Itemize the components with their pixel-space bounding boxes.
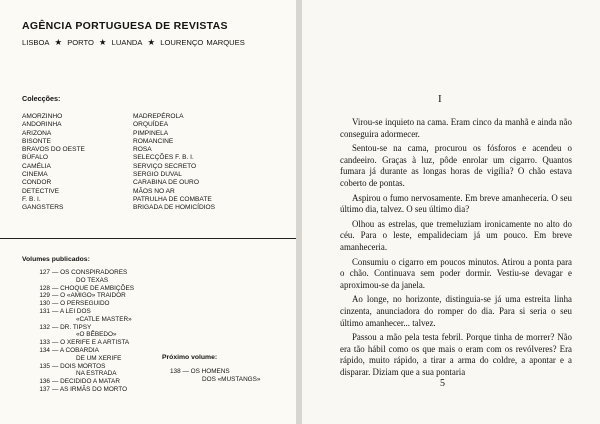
collection-item: PIMPINELA [133,129,169,137]
page-number: 5 [440,378,445,389]
collections-heading: Colecções: [22,94,61,103]
publisher-name: AGÊNCIA PORTUGUESA DE REVISTAS [22,20,228,32]
collection-item: GANGSTERS [22,204,64,212]
collection-item: PATRULHA DE COMBATE [133,195,212,203]
publisher-cities [22,37,247,48]
collection-item: CINEMA [22,171,48,179]
volume-entry [30,386,134,394]
collection-item: BRAVOS DO OESTE [22,146,85,154]
city-lourenco-marques: LOURENÇO MARQUES [160,38,245,47]
story-paragraph: Consumiu o cigarro em poucos minutos. Atirou a ponta para o chão. Continuava sem poder dormir. Vestiu-se devagar e aproximou-se da janela. [340,256,572,290]
left-page [0,0,296,424]
collection-item: BRIGADA DE HOMICÍDIOS [133,204,216,212]
volumes-list [30,269,134,394]
volume-title: — CHOQUE DE AMBIÇÕES [52,284,135,292]
next-volume-heading: Próximo volume: [162,354,218,361]
collection-item: MÃOS NO AR [133,187,175,195]
city-luanda: LUANDA [111,38,143,47]
volume-title-cont: DO TEXAS [76,276,109,284]
story-paragraph: Olhou as estrelas, que tremeluziam ironicamente no alto do céu. Para o leste, empalideciam já um pouco. Em breve amanheceria. [340,218,572,252]
volume-number: 128 [39,284,50,292]
volume-title: — A LEI DOS [52,307,91,315]
volume-title: — DR. TIPSY [52,323,92,331]
collection-item: SERVIÇO SECRETO [133,162,197,170]
collection-item: ROMANCINE [133,137,174,145]
volume-entry [30,363,134,371]
next-volume-title: — OS HOMENS [182,368,230,375]
story-paragraph: Aspirou o fumo nervosamente. Em breve amanheceria. O seu último dia, talvez. O seu último dia? [340,192,572,215]
collection-item: ROSA [133,146,152,154]
collection-item: F. B. I. [22,195,41,203]
city-porto: PORTO [67,38,94,47]
star-icon: ★ [147,37,156,47]
story-paragraph: Sentou-se na cama, procurou os fósforos e acendeu o candeeiro. Graças à luz, pôde enrolar um cigarro. Quantos fumara já durante as longas horas de vigília? O chão estava coberto de pontas. [340,143,572,188]
collection-item: CONDOR [22,179,52,187]
volume-entry [30,285,134,293]
volume-title: — AS IRMÃS DO MORTO [52,385,128,393]
section-divider [0,238,296,239]
volumes-heading: Volumes publicados: [22,256,90,263]
volume-title: — A COBARDIA [52,346,99,354]
volume-number: 130 [39,300,50,308]
collection-item: BÚFALO [22,154,49,162]
volume-title-cont: «O BÊBEDO» [76,331,117,339]
volume-title: — O XERIFE E A ARTISTA [52,339,130,347]
story-paragraph: Ao longe, no horizonte, distinguia-se já uma estreita linha cinzenta, anunciadora do romper do dia. Para si seria o seu último amanhecer... talvez. [340,294,572,328]
collections-list-right [133,113,215,213]
next-volume [170,368,260,384]
volume-title: — O «AMIGO» TRAIDOR [52,292,126,300]
collection-item: ANDORINHA [22,121,62,129]
volume-entry [30,300,134,308]
volume-entry [30,308,134,316]
chapter-number: I [438,93,442,105]
volume-title: — OS CONSPIRADORES [52,269,128,276]
volume-entry [30,269,134,277]
volume-title-cont: «CATLE MASTER» [76,315,132,323]
collection-item: MADREPÉROLA [133,113,184,120]
volume-title-cont: DE UM XERIFE [76,354,122,362]
volume-title-cont: NA ESTRADA [76,370,117,378]
volume-number: 131 [39,307,50,315]
collection-item: CAMÉLIA [22,162,51,170]
volume-number: 133 [39,339,50,347]
collections-list-left [22,113,85,213]
volume-number: 127 [39,269,50,276]
collection-item: SELECÇÕES F. B. I. [133,154,194,162]
collection-item: DETECTIVE [22,187,60,195]
volume-number: 132 [39,323,50,331]
volume-number: 129 [39,292,50,300]
volume-title: — DOIS MORTOS [52,362,106,370]
volume-entry [30,292,134,300]
volume-number: 134 [39,346,50,354]
city-lisboa: LISBOA [22,38,50,47]
story-paragraph: Virou-se inquieto na cama. Eram cinco da manhã e ainda não conseguira adormecer. [340,117,572,139]
volume-title: — O PERSEGUIDO [52,300,110,308]
collection-item: SERGIO DUVAL [133,171,182,179]
volume-number: 136 [39,378,50,386]
next-volume-title-cont: DOS «MUSTANGS» [202,375,261,383]
collection-item: AMORZINHO [22,113,63,120]
next-volume-number: 138 [170,368,181,375]
next-volume-line [170,368,260,376]
collection-item: ORQUÍDEA [133,121,169,129]
volume-number: 137 [39,385,50,393]
volume-number: 135 [39,362,50,370]
star-icon: ★ [54,37,63,47]
star-icon: ★ [98,37,107,47]
collection-item: CARABINA DE OURO [133,179,199,187]
volume-entry [30,347,134,355]
story-text [340,117,572,381]
volume-title: — DECIDIDO A MATAR [52,378,120,386]
story-paragraph: Passou a mão pela testa febril. Porque tinha de morrer? Não era tão hábil como os que mais o eram com os revólveres? Era rápido, muito rápido, a tirar a arma do coldre, a apontar e a disparar. Diziam que a sua pontaria [340,332,572,377]
volume-entry [30,339,134,347]
volume-entry [30,378,134,386]
collection-item: ARIZONA [22,129,52,137]
collection-item: BISONTE [22,137,51,145]
